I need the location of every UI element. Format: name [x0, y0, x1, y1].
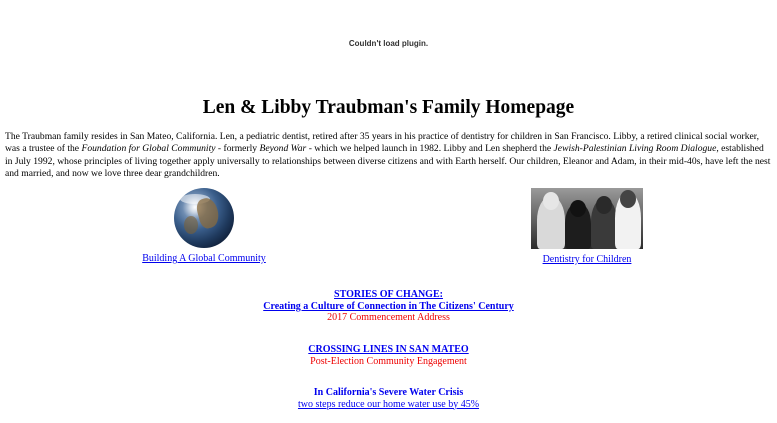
culture-of-connection-link[interactable]: Creating a Culture of Connection in The Citizens' Century — [263, 300, 514, 312]
crossing-lines-link[interactable]: CROSSING LINES IN SAN MATEO — [308, 344, 469, 355]
global-community-link[interactable]: Building A Global Community — [142, 253, 266, 264]
water-crisis-heading: In California's Severe Water Crisis — [313, 387, 464, 398]
intro-text-4: , established in July 1992, whose principles of living together apply universally to relationships between diverse citizens and with Earth herself. Our children, Eleanor and Adam, in their mid-40s, have left the nest and married, and now we love three dear grandchildren. — [5, 143, 771, 180]
commencement-note: 2017 Commencement Address — [327, 312, 450, 323]
beyond-war-name: Beyond War — [259, 143, 307, 155]
foundation-name: Foundation for Global Community — [81, 143, 216, 155]
dentistry-link[interactable]: Dentistry for Children — [542, 254, 632, 265]
intro-paragraph — [5, 131, 772, 181]
water-use-link[interactable]: two steps reduce our home water use by 45% — [297, 398, 480, 410]
earth-globe-image[interactable] — [174, 188, 234, 248]
stories-of-change-link[interactable]: STORIES OF CHANGE: — [334, 289, 443, 300]
dialogue-name: Jewish-Palestinian Living Room Dialogue — [553, 143, 717, 155]
plugin-error-message: Couldn't load plugin. — [348, 39, 429, 48]
intro-text-3: - which we helped launch in 1982. Libby and Len shepherd the — [306, 143, 554, 155]
dentistry-feature — [487, 188, 687, 267]
crossing-lines-section — [0, 344, 777, 367]
intro-text-1: The Traubman family resides in San Mateo, California. Len, a pediatric dentist, retired after 35 years in his practice of dentistry for children in San Francisco. Libby, a retired clinical social worker, was a trustee of the — [5, 131, 759, 155]
stories-of-change-section — [0, 289, 777, 324]
children-photo-image[interactable] — [531, 188, 643, 249]
intro-text-2: - formerly — [215, 143, 260, 155]
water-crisis-section — [0, 387, 777, 410]
post-election-note: Post-Election Community Engagement — [310, 355, 467, 367]
global-community-feature — [104, 188, 304, 266]
page-title: Len & Libby Traubman's Family Homepage — [202, 97, 575, 118]
